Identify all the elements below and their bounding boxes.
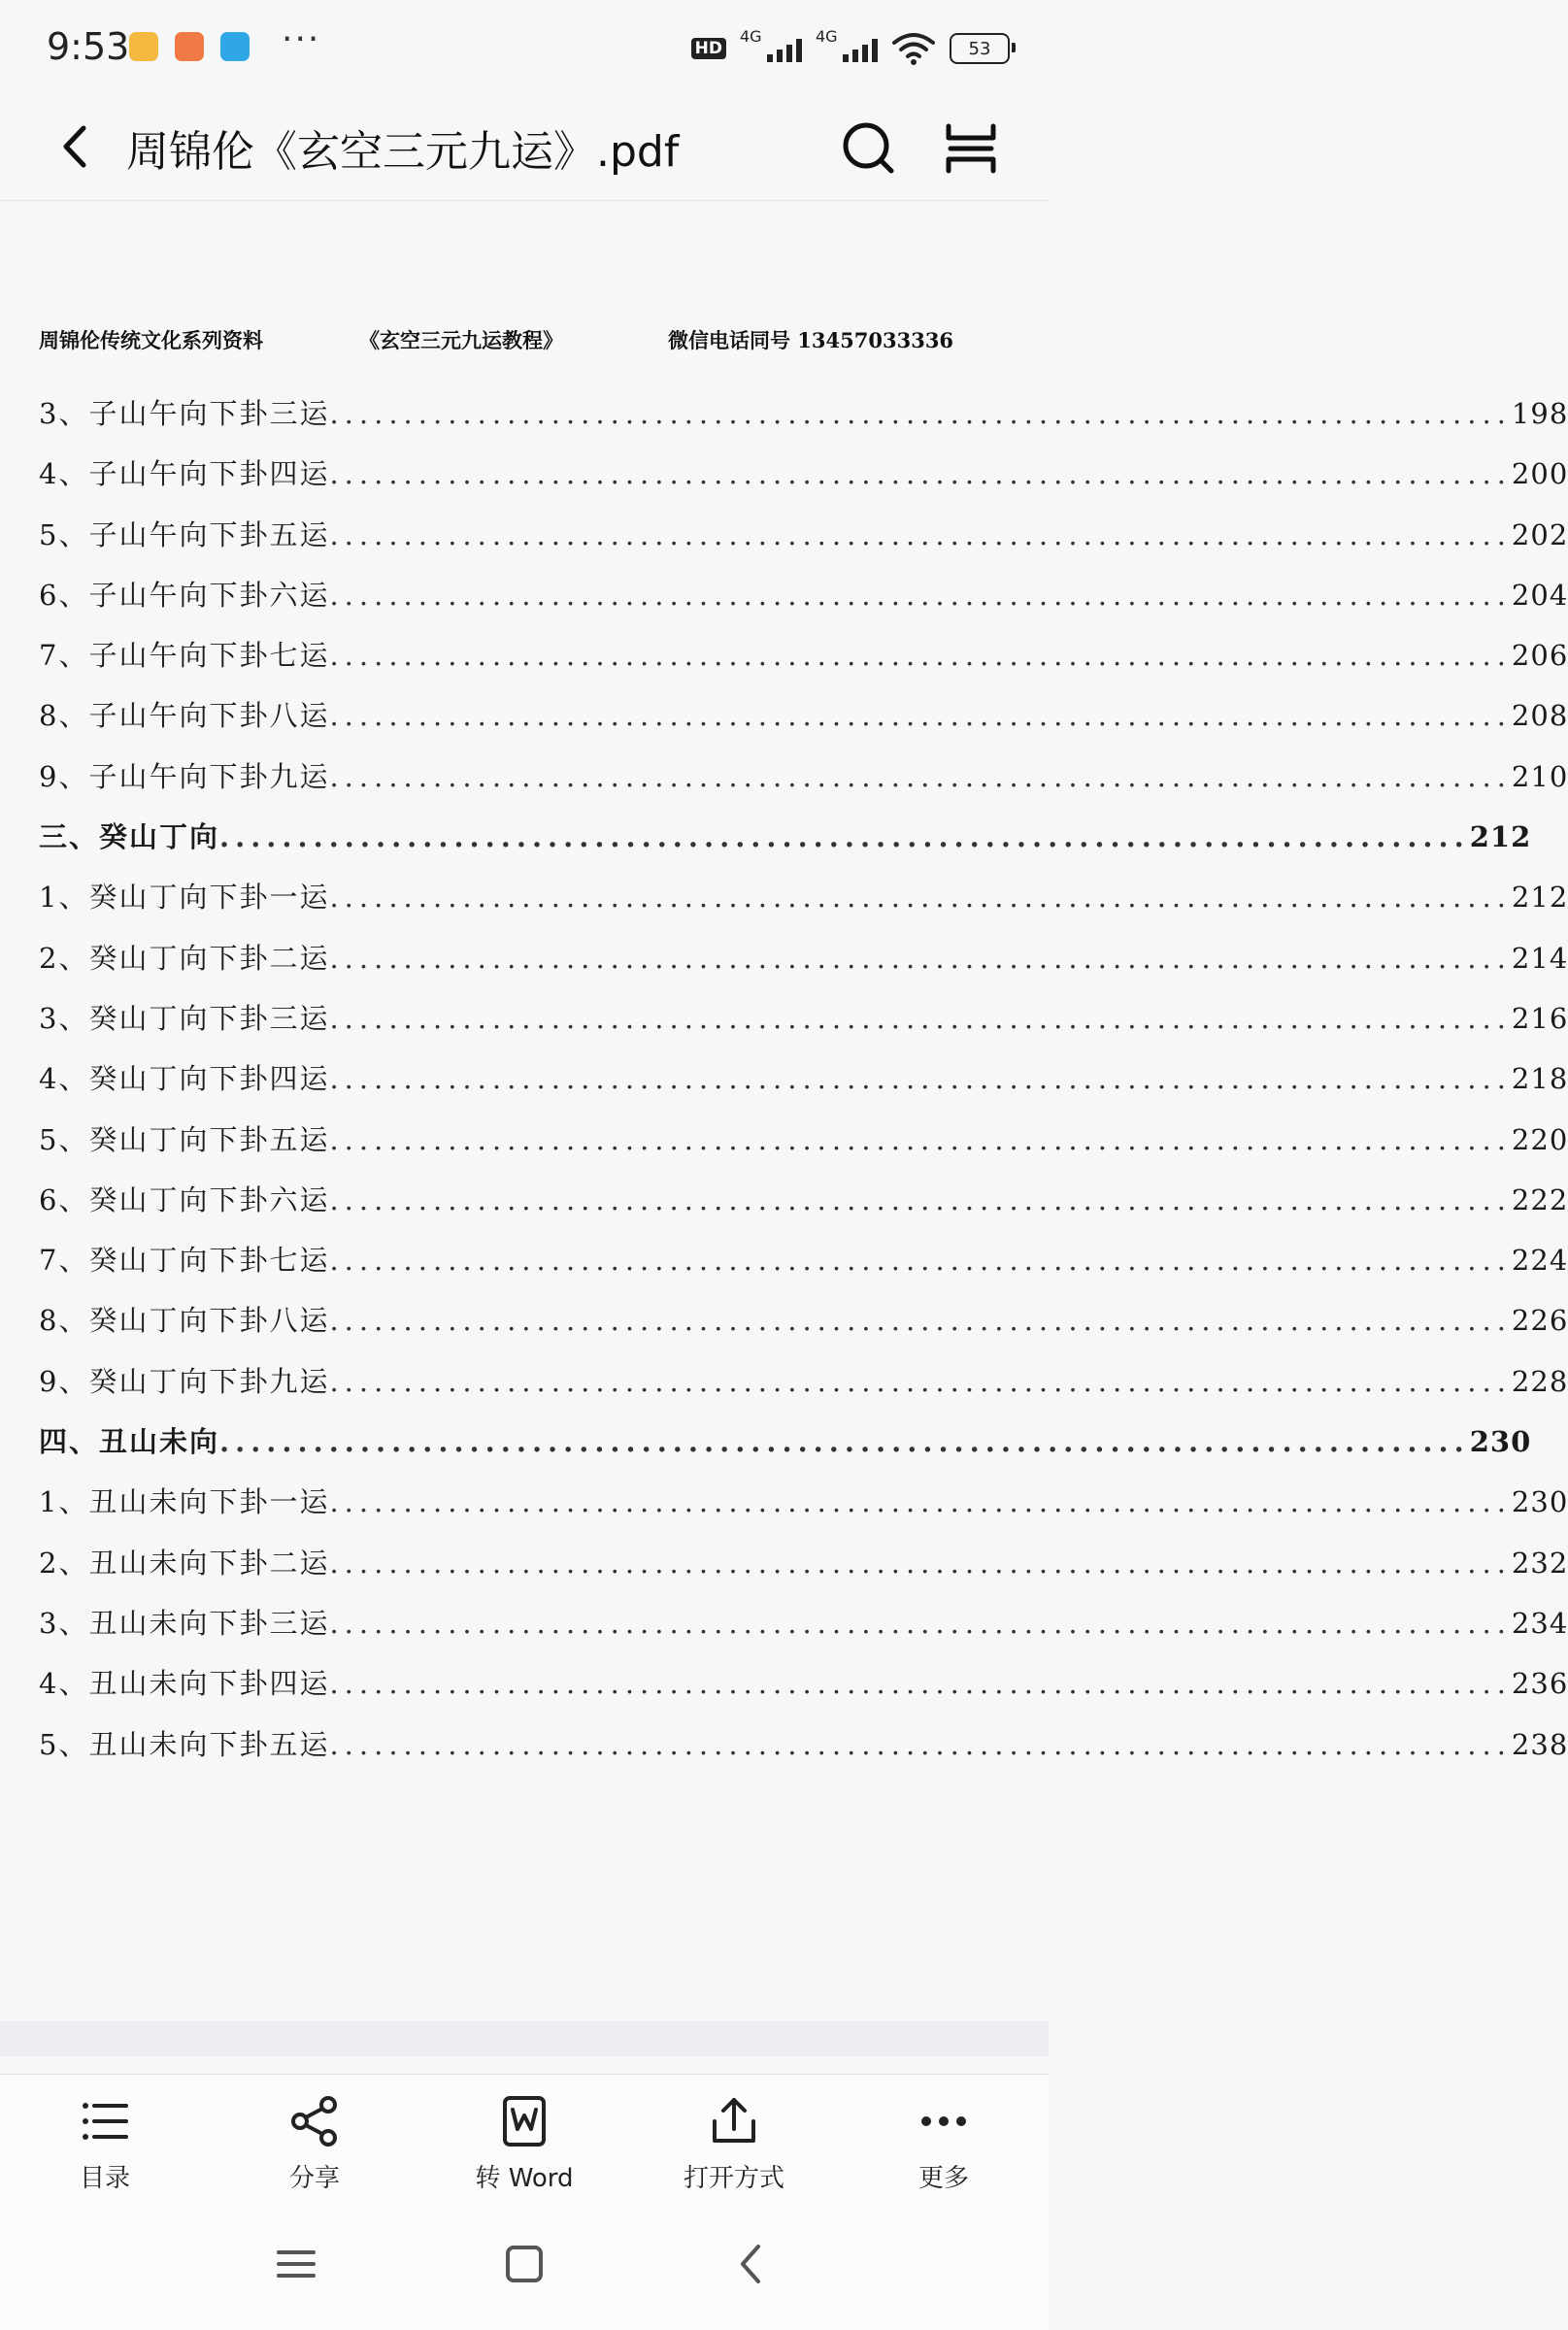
toc-entry-page: 238: [1511, 1727, 1568, 1761]
toc-dot-leader: ................................................................................: [329, 1001, 1512, 1035]
toc-entry[interactable]: [39, 392, 1568, 452]
toc-entry[interactable]: [39, 514, 1568, 574]
battery-level: 53: [968, 38, 991, 59]
open-with-label: 打开方式: [683, 2164, 784, 2193]
system-nav-bar: [0, 2206, 1049, 2330]
toc-entry-page: 236: [1511, 1667, 1568, 1701]
doc-header-contact: 微信电话同号 13457033336: [668, 328, 954, 352]
toc-entry-page: 224: [1511, 1244, 1568, 1278]
toc-entry-label: 1、癸山丁向下卦一运: [39, 881, 330, 915]
toc-entry-page: 228: [1511, 1364, 1568, 1398]
toc-entry-label: 7、癸山丁向下卦七运: [39, 1244, 330, 1278]
toc-dot-leader: ................................................................................: [329, 1727, 1512, 1761]
doc-header-title: 《玄空三元九运教程》: [359, 328, 563, 352]
toc-entry-label: 4、子山午向下卦四运: [39, 457, 330, 491]
toc-dot-leader: ................................................................................: [329, 397, 1512, 430]
toc-entry[interactable]: [39, 997, 1568, 1057]
toc-entry-page: 226: [1511, 1304, 1568, 1338]
share-label: 分享: [288, 2164, 340, 2193]
word-doc-icon: [495, 2092, 553, 2150]
toc-dot-leader: ................................................................................: [329, 1182, 1512, 1216]
toc-entry-page: 212: [1469, 820, 1532, 854]
toc-entry[interactable]: [39, 1481, 1568, 1541]
shopping-app-icon: [175, 32, 204, 61]
page-gap: [0, 2021, 1049, 2056]
toc-dot-leader: ................................................................................: [329, 1546, 1512, 1580]
search-icon[interactable]: [835, 115, 903, 183]
back-icon[interactable]: [43, 113, 111, 181]
table-of-contents: [39, 392, 1568, 1783]
toc-entry-label: 5、子山午向下卦五运: [39, 517, 330, 551]
app-bar: [0, 93, 1049, 201]
toc-entry-page: 198: [1511, 397, 1568, 430]
toc-entry-page: 208: [1511, 699, 1568, 733]
toc-entry[interactable]: [39, 634, 1568, 694]
toc-dot-leader: ................................................................................: [329, 941, 1512, 975]
toc-entry[interactable]: [39, 755, 1568, 816]
toc-entry-page: 206: [1511, 639, 1568, 673]
toc-dot-leader: ................................................................................: [329, 1122, 1512, 1156]
toc-entry[interactable]: [39, 694, 1568, 754]
convert-word-button[interactable]: [419, 2075, 629, 2207]
toc-label: 目录: [79, 2164, 130, 2193]
toc-dot-leader: ................................................................................: [329, 639, 1512, 673]
toc-section-entry[interactable]: [39, 1420, 1532, 1481]
toc-dot-leader: ................................................................................: [219, 820, 1470, 854]
toc-entry-label: 2、丑山未向下卦二运: [39, 1546, 330, 1580]
toc-dot-leader: ................................................................................: [219, 1425, 1470, 1459]
toc-entry-page: 214: [1511, 941, 1568, 975]
toc-entry[interactable]: [39, 1299, 1568, 1359]
toc-dot-leader: ................................................................................: [329, 881, 1512, 915]
toc-entry[interactable]: [39, 574, 1568, 634]
toc-entry-page: 222: [1511, 1182, 1568, 1216]
notes-app-icon: [129, 32, 158, 61]
toc-entry[interactable]: [39, 1057, 1568, 1117]
toc-dot-leader: ................................................................................: [329, 699, 1512, 733]
toc-entry-page: 216: [1511, 1001, 1568, 1035]
toc-entry[interactable]: [39, 1542, 1568, 1602]
toc-entry-label: 6、癸山丁向下卦六运: [39, 1182, 330, 1216]
more-icon: [915, 2092, 973, 2150]
toc-dot-leader: ................................................................................: [329, 517, 1512, 551]
toc-entry[interactable]: [39, 1118, 1568, 1179]
list-icon: [76, 2092, 134, 2150]
toc-dot-leader: ................................................................................: [329, 1244, 1512, 1278]
home-icon[interactable]: [495, 2235, 553, 2293]
bottom-toolbar: [0, 2074, 1049, 2207]
toc-entry-label: 3、子山午向下卦三运: [39, 397, 330, 430]
toc-dot-leader: ................................................................................: [329, 1667, 1512, 1701]
toc-dot-leader: ................................................................................: [329, 1062, 1512, 1096]
toc-entry-label: 5、丑山未向下卦五运: [39, 1727, 330, 1761]
toc-entry-page: 230: [1469, 1425, 1532, 1459]
toc-dot-leader: ................................................................................: [329, 1304, 1512, 1338]
menu-icon[interactable]: [267, 2235, 325, 2293]
toc-entry-label: 1、丑山未向下卦一运: [39, 1485, 330, 1519]
toc-button[interactable]: [0, 2075, 210, 2207]
toc-entry-label: 9、癸山丁向下卦九运: [39, 1364, 330, 1398]
signal-icon-1: [740, 27, 802, 66]
toc-dot-leader: ................................................................................: [329, 759, 1512, 793]
share-button[interactable]: [210, 2075, 419, 2207]
toc-entry[interactable]: [39, 1723, 1568, 1783]
toc-entry-label: 8、子山午向下卦八运: [39, 699, 330, 733]
toc-entry-page: 200: [1511, 457, 1568, 491]
toc-entry[interactable]: [39, 1179, 1568, 1239]
more-notifications-icon: ···: [282, 19, 321, 59]
toc-dot-leader: ................................................................................: [329, 1364, 1512, 1398]
toc-entry-label: 4、癸山丁向下卦四运: [39, 1062, 330, 1096]
toc-entry-label: 四、丑山未向: [39, 1425, 220, 1459]
status-time: 9:53: [47, 25, 130, 68]
toc-entry-page: 202: [1511, 517, 1568, 551]
browser-app-icon: [220, 32, 250, 61]
toc-entry[interactable]: [39, 876, 1568, 936]
toc-entry-page: 234: [1511, 1606, 1568, 1640]
toc-entry[interactable]: [39, 1662, 1568, 1722]
document-title: 周锦伦《玄空三元九运》.pdf: [126, 127, 680, 177]
toc-entry-page: 218: [1511, 1062, 1568, 1096]
toc-entry[interactable]: [39, 452, 1568, 513]
toc-entry-label: 3、丑山未向下卦三运: [39, 1606, 330, 1640]
toc-entry-label: 5、癸山丁向下卦五运: [39, 1122, 330, 1156]
toc-entry-label: 8、癸山丁向下卦八运: [39, 1304, 330, 1338]
reading-mode-icon[interactable]: [937, 115, 1005, 183]
toc-entry-label: 2、癸山丁向下卦二运: [39, 941, 330, 975]
toc-entry[interactable]: [39, 1360, 1568, 1420]
toc-dot-leader: ................................................................................: [329, 1485, 1512, 1519]
toc-entry-page: 212: [1511, 881, 1568, 915]
share-icon: [285, 2092, 344, 2150]
more-button[interactable]: [839, 2075, 1049, 2207]
toc-entry[interactable]: [39, 937, 1568, 997]
toc-entry-label: 3、癸山丁向下卦三运: [39, 1001, 330, 1035]
signal-icon-2: [816, 27, 878, 66]
wifi-icon: [891, 31, 936, 66]
toc-entry-page: 230: [1511, 1485, 1568, 1519]
toc-entry-page: 220: [1511, 1122, 1568, 1156]
toc-dot-leader: ................................................................................: [329, 578, 1512, 612]
toc-dot-leader: ................................................................................: [329, 1606, 1512, 1640]
toc-entry-page: 204: [1511, 578, 1568, 612]
doc-header-series: 周锦伦传统文化系列资料: [39, 328, 263, 352]
toc-section-entry[interactable]: [39, 816, 1532, 876]
toc-entry[interactable]: [39, 1602, 1568, 1662]
upload-icon: [705, 2092, 763, 2150]
battery-icon: [950, 33, 1010, 64]
toc-dot-leader: ................................................................................: [329, 457, 1512, 491]
toc-entry-label: 6、子山午向下卦六运: [39, 578, 330, 612]
toc-entry-page: 232: [1511, 1546, 1568, 1580]
hd-badge: HD: [691, 38, 726, 59]
open-with-button[interactable]: [629, 2075, 839, 2207]
toc-entry-label: 三、癸山丁向: [39, 820, 220, 854]
convert-word-label: 转 Word: [475, 2164, 574, 2193]
toc-entry-label: 7、子山午向下卦七运: [39, 639, 330, 673]
toc-entry-label: 4、丑山未向下卦四运: [39, 1667, 330, 1701]
toc-entry[interactable]: [39, 1239, 1568, 1299]
more-label: 更多: [917, 2164, 969, 2193]
signal-2-label: 4G: [816, 27, 838, 46]
nav-back-icon[interactable]: [723, 2235, 782, 2293]
pdf-page[interactable]: [0, 201, 1568, 2021]
status-bar: [0, 0, 1049, 93]
toc-entry-label: 9、子山午向下卦九运: [39, 759, 330, 793]
signal-1-label: 4G: [740, 27, 762, 46]
toc-entry-page: 210: [1511, 759, 1568, 793]
